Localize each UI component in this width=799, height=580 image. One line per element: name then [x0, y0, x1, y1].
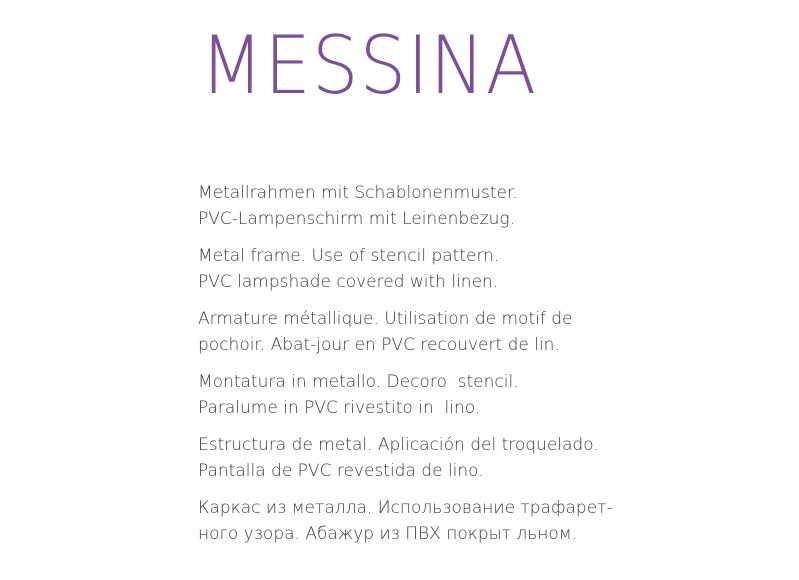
- product-descriptions: [198, 180, 778, 558]
- description-line: Montatura in metallo. Decoro stencil.: [198, 372, 519, 392]
- description-line: Каркас из металла. Использование трафарет-: [198, 498, 613, 518]
- description-german: [198, 180, 778, 232]
- description-line: Metallrahmen mit Schablonenmuster.: [198, 183, 518, 203]
- description-line: PVC lampshade covered with linen.: [198, 272, 499, 292]
- description-line: PVC-Lampenschirm mit Leinenbezug.: [198, 209, 515, 229]
- description-english: [198, 243, 778, 295]
- description-russian: [198, 495, 778, 547]
- description-line: Metal frame. Use of stencil pattern.: [198, 246, 500, 266]
- description-line: ного узора. Абажур из ПВХ покрыт льном.: [198, 524, 578, 544]
- description-line: pochoir. Abat-jour en PVC recouvert de lin.: [198, 335, 560, 355]
- description-line: Estructura de metal. Aplicación del troquelado.: [198, 435, 599, 455]
- description-line: Pantalla de PVC revestida de lino.: [198, 461, 484, 481]
- description-line: Paralume in PVC rivestito in lino.: [198, 398, 481, 418]
- product-title: MESSINA: [200, 19, 537, 112]
- description-french: [198, 306, 778, 358]
- description-spanish: [198, 432, 778, 484]
- description-italian: [198, 369, 778, 421]
- description-line: Armature métallique. Utilisation de motif de: [198, 309, 573, 329]
